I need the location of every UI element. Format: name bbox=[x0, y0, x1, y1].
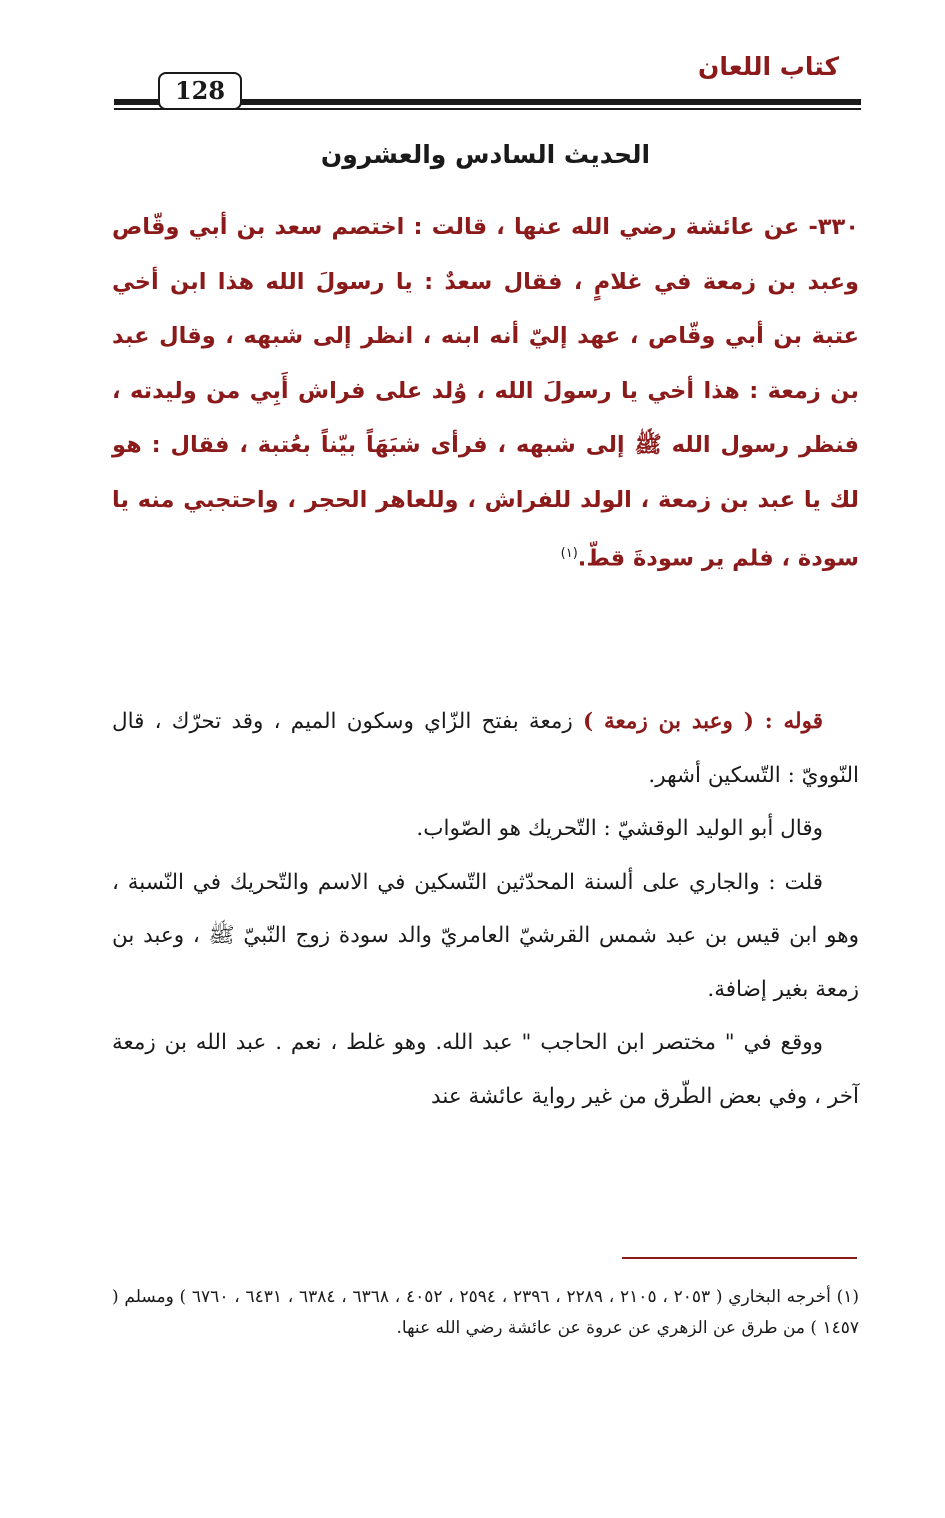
commentary bbox=[112, 695, 859, 1123]
commentary-paragraph-4: ووقع في " مختصر ابن الحاجب " عبد الله. وهو غلط ، نعم . عبد الله بن زمعة آخر ، وفي بعض الطّرق من غير رواية عائشة عند bbox=[112, 1030, 859, 1109]
footnote bbox=[112, 1282, 859, 1344]
commentary-paragraph-3: قلت : والجاري على ألسنة المحدّثين التّسكين في الاسم والتّحريك في النّسبة ، وهو ابن قيس بن عبد شمس القرشيّ العامريّ والد سودة زوج النّبيّ ﷺ ، وعبد بن زمعة بغير إضافة. bbox=[112, 869, 859, 1002]
quoted-phrase: قوله : ( وعبد بن زمعة ) bbox=[582, 709, 823, 734]
hadith-heading: الحديث السادس والعشرون bbox=[320, 140, 651, 169]
running-header-title: كتاب اللعان bbox=[698, 52, 839, 81]
hadith-text bbox=[112, 200, 859, 586]
footnote-reference[interactable]: (١) bbox=[560, 546, 578, 561]
hadith-body: ٣٣٠- عن عائشة رضي الله عنها ، قالت : اختصم سعد بن أبي وقّاص وعبد بن زمعة في غلامٍ ، فقال سعدٌ : يا رسولَ الله هذا ابن أخي عتبة بن أبي وقّاص ، عهد إليّ أنه ابنه ، انظر إلى شبهه ، وقال عبد بن زمعة : هذا أخي يا رسولَ الله ، وُلد على فراش أَبِي من وليدته ، فنظر رسول الله ﷺ إلى شبهه ، فرأى شبَهَاً بيّناً بعُتبة ، فقال : هو لك يا عبد بن زمعة ، الولد للفراش ، وللعاهر الحجر ، واحتجبي منه يا سودة ، فلم ير سودةَ قطّ. bbox=[112, 214, 859, 572]
commentary-text: زمعة بفتح الزّاي وسكون الميم ، وقد تحرّك ، قال النّوويّ : التّسكين أشهر. bbox=[112, 709, 859, 788]
footnote-text: (١) أخرجه البخاري ( ٢٠٥٣ ، ٢١٠٥ ، ٢٢٨٩ ، ٢٣٩٦ ، ٢٥٩٤ ، ٤٠٥٢ ، ٦٣٦٨ ، ٦٣٨٤ ، ٦٤٣١ ، ٦٧٦٠ ) ومسلم ( ١٤٥٧ ) من طرق عن الزهري عن عروة عن عائشة رضي الله عنها. bbox=[112, 1287, 860, 1338]
page-number: 128 bbox=[158, 72, 242, 110]
commentary-paragraph-1 bbox=[112, 695, 859, 802]
footnote-separator bbox=[622, 1257, 857, 1259]
commentary-paragraph-2: وقال أبو الوليد الوقشيّ : التّحريك هو الصّواب. bbox=[416, 816, 823, 841]
